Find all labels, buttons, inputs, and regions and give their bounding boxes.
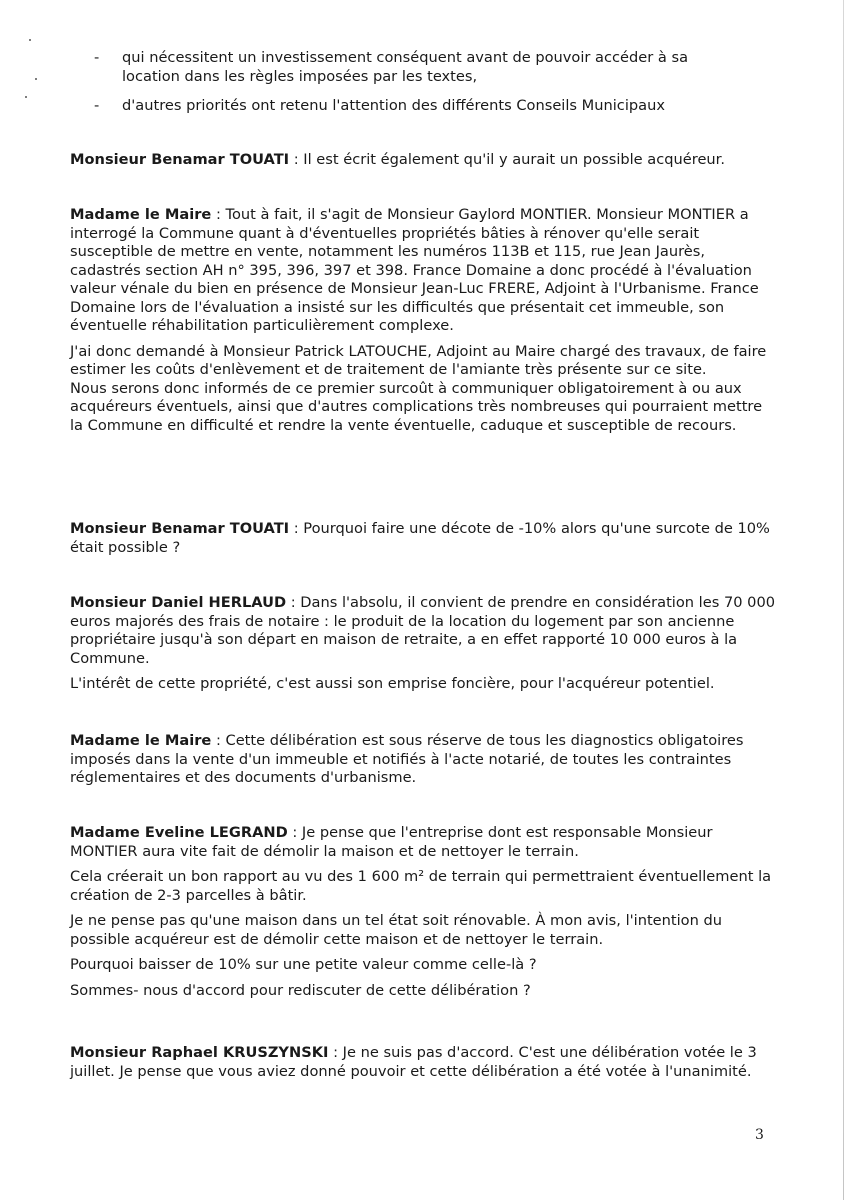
bullet-marker: - [94,97,100,114]
speaker-separator: : [211,732,226,749]
speech-paragraph [70,732,775,788]
speaker-separator: : [289,520,304,537]
speech-paragraph: Pourquoi baisser de 10% sur une petite valeur comme celle-là ? [70,956,537,973]
speaker-name: Monsieur Daniel HERLAUD [70,594,287,611]
speaker-separator: : [211,206,226,223]
speech-text: Pourquoi faire une décote de -10% alors qu'une surcote de 10% était possible ? [70,520,770,556]
speech-block [70,1044,775,1081]
speech-paragraph: Sommes- nous d'accord pour rediscuter de cette délibération ? [70,981,531,999]
speech-block [70,594,775,694]
speech-paragraph [70,206,775,336]
speech-paragraph: Cela créerait un bon rapport au vu des 1 600 m² de terrain qui permettraient éventuellement la création de 2-3 parcelles à bâtir. [70,868,772,904]
speaker-name: Madame Eveline LEGRAND [70,824,288,841]
speaker-name: Madame le Maire [70,206,212,223]
speaker-separator: : [286,594,301,611]
speech-text: Je pense que l'entreprise dont est responsable Monsieur MONTIER aura vite fait de démolir la maison et de nettoyer le terrain. [70,824,713,860]
speech-text: Tout à fait, il s'agit de Monsieur Gaylord MONTIER. Monsieur MONTIER a interrogé la Commune quant à d'éventuelles propriétés bâties à rénover qu'elle serait susceptible de mettre en vente, notamment les numéros 113B et 115, rue Jean Jaurès, cadastrés section AH n° 395, 396, 397 et 398. France Domaine a donc procédé à l'évaluation valeur vénale du bien en présence de Monsieur Jean-Luc FRERE, Adjoint à l'Urbanisme. France Domaine lors de l'évaluation a insisté sur les difficultés que présentait cet immeuble, son éventuelle réhabilitation particulièrement complexe. [70,206,759,334]
speech-paragraph: Je ne pense pas qu'une maison dans un tel état soit rénovable. À mon avis, l'intention du possible acquéreur est de démolir cette maison et de nettoyer le terrain. [70,912,722,948]
speech-paragraph [70,1044,775,1081]
speech-text: Il est écrit également qu'il y aurait un possible acquéreur. [303,151,725,168]
speech-text: Dans l'absolu, il convient de prendre en considération les 70 000 euros majorés des frais de notaire : le produit de la location du logement par son ancienne propriétaire jusqu'à son départ en maison de retraite, a en effet rapporté 10 000 euros à la Commune. [70,594,776,667]
speech-block [70,151,775,170]
speech-paragraph [70,594,775,668]
speaker-separator: : [287,824,302,841]
speech-paragraph [70,824,775,861]
speech-text: Cette délibération est sous réserve de tous les diagnostics obligatoires imposés dans la vente d'un immeuble et notifiés à l'acte notarié, de toutes les contraintes réglementaires et des documents d'urbanisme. [70,732,744,786]
scan-speck [35,78,37,80]
page-number: 3 [755,1127,764,1143]
speech-block [70,732,775,788]
scan-speck [25,96,27,98]
bullet-marker: - [94,49,100,66]
scan-edge [843,0,844,1200]
speech-block [70,520,775,557]
speech-paragraph: J'ai donc demandé à Monsieur Patrick LATOUCHE, Adjoint au Maire chargé des travaux, de faire estimer les coûts d'enlèvement et de traitement de l'amiante très présente sur ce site. Nous serons donc informés de ce premier surcoût à communiquer obligatoirement à ou aux acquéreurs éventuels, ainsi que d'autres complications très nombreuses qui pourraient mettre la Commune en difficulté et rendre la vente éventuelle, caduque et susceptible de recours. [70,342,767,434]
speech-block [70,824,775,1000]
speech-paragraph: L'intérêt de cette propriété, c'est aussi son emprise foncière, pour l'acquéreur potentiel. [70,675,715,692]
bullet-text: qui nécessitent un investissement conséquent avant de pouvoir accéder à sa location dans les règles imposées par les textes, [122,49,689,85]
speaker-name: Monsieur Benamar TOUATI [70,520,290,537]
speech-text: Je ne suis pas d'accord. C'est une délibération votée le 3 juillet. Je pense que vous aviez donné pouvoir et cette délibération a été votée à l'unanimité. [70,1044,757,1080]
speaker-name: Monsieur Benamar TOUATI [70,151,290,168]
speech-paragraph [70,151,775,170]
speaker-name: Madame le Maire [70,732,212,749]
speaker-separator: : [289,151,304,168]
bullet-list [94,49,734,127]
bullet-item [94,97,734,116]
speech-paragraph [70,520,775,557]
bullet-text: d'autres priorités ont retenu l'attention des différents Conseils Municipaux [122,97,665,114]
bullet-item [94,49,734,86]
speaker-name: Monsieur Raphael KRUSZYNSKI [70,1044,329,1061]
speaker-separator: : [328,1044,343,1061]
speech-block [70,206,775,435]
scan-speck [29,39,31,41]
